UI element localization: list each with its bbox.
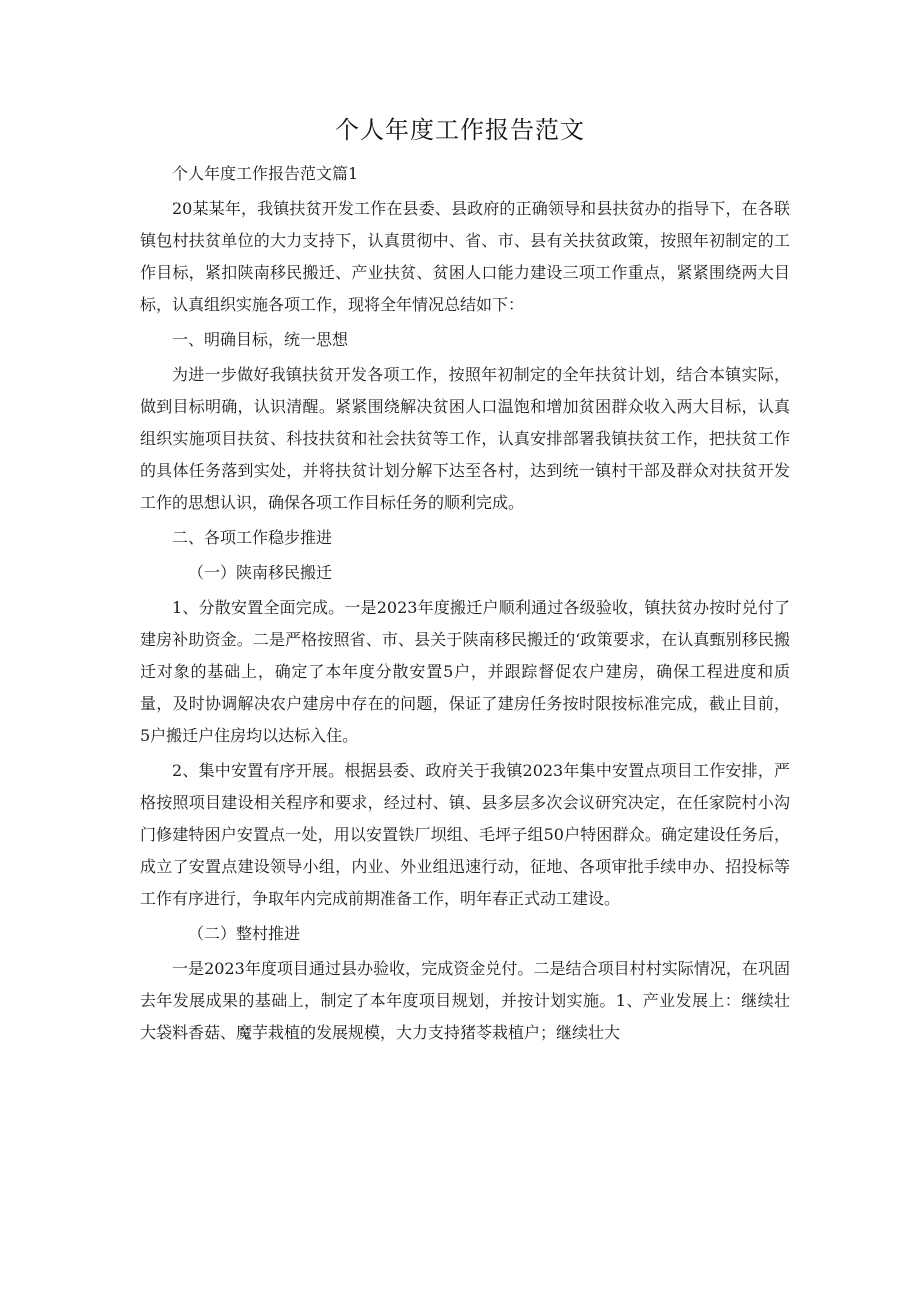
paragraph-scattered-resettlement: 1、分散安置全面完成。一是2023年度搬迁户顺利通过各级验收，镇扶贫办按时兑付了建房补助资金。二是严格按照省、市、县关于陕南移民搬迁的‘政策要求，在认真甄别移民搬迁对象的基础上，确定了本年度分散安置5户，并跟踪督促农户建房，确保工程进度和质量，及时协调解决农户建房中存在的问题，保证了建房任务按时限按标准完成，截止目前，5户搬迁户住房均以达标入住。 bbox=[140, 598, 790, 745]
section-heading-2: 二、各项工作稳步推进 bbox=[172, 528, 333, 547]
section-heading-article: 个人年度工作报告范文篇1 bbox=[172, 164, 359, 183]
document-body bbox=[140, 158, 790, 1049]
section-heading-1: 一、明确目标，统一思想 bbox=[172, 330, 349, 349]
paragraph-centralized-resettlement: 2、集中安置有序开展。根据县委、政府关于我镇2023年集中安置点项目工作安排，严格按照项目建设相关程序和要求，经过村、镇、县多层多次会议研究决定，在任家院村小沟门修建特困户安置点一处，用以安置铁厂坝组、毛坪子组50户特困群众。确定建设任务后，成立了安置点建设领导小组，内业、外业组迅速行动，征地、各项审批手续申办、招投标等工作有序进行，争取年内完成前期准备工作，明年春正式动工建设。 bbox=[140, 761, 790, 908]
document-title: 个人年度工作报告范文 bbox=[335, 116, 585, 144]
paragraph-goals: 为进一步做好我镇扶贫开发各项工作，按照年初制定的全年扶贫计划，结合本镇实际，做到目标明确，认识清醒。紧紧围绕解决贫困人口温饱和增加贫困群众收入两大目标，认真组织实施项目扶贫、科技扶贫和社会扶贫等工作，认真安排部署我镇扶贫工作，把扶贫工作的具体任务落到实处，并将扶贫计划分解下达至各村，达到统一镇村干部及群众对扶贫开发工作的思想认识，确保各项工作目标任务的顺利完成。 bbox=[140, 365, 790, 512]
subsection-heading-1: （一）陕南移民搬迁 bbox=[188, 563, 333, 582]
paragraph-village-advance: 一是2023年度项目通过县办验收，完成资金兑付。二是结合项目村村实际情况，在巩固去年发展成果的基础上，制定了本年度项目规划，并按计划实施。1、产业发展上：继续壮大袋料香菇、魔芋栽植的发展规模，大力支持猪苓栽植户；继续壮大 bbox=[140, 959, 790, 1042]
paragraph-intro: 20某某年，我镇扶贫开发工作在县委、县政府的正确领导和县扶贫办的指导下，在各联镇包村扶贫单位的大力支持下，认真贯彻中、省、市、县有关扶贫政策，按照年初制定的工作目标，紧扣陕南移民搬迁、产业扶贫、贫困人口能力建设三项工作重点，紧紧围绕两大目标，认真组织实施各项工作，现将全年情况总结如下： bbox=[140, 199, 790, 314]
subsection-heading-2: （二）整村推进 bbox=[188, 924, 301, 943]
